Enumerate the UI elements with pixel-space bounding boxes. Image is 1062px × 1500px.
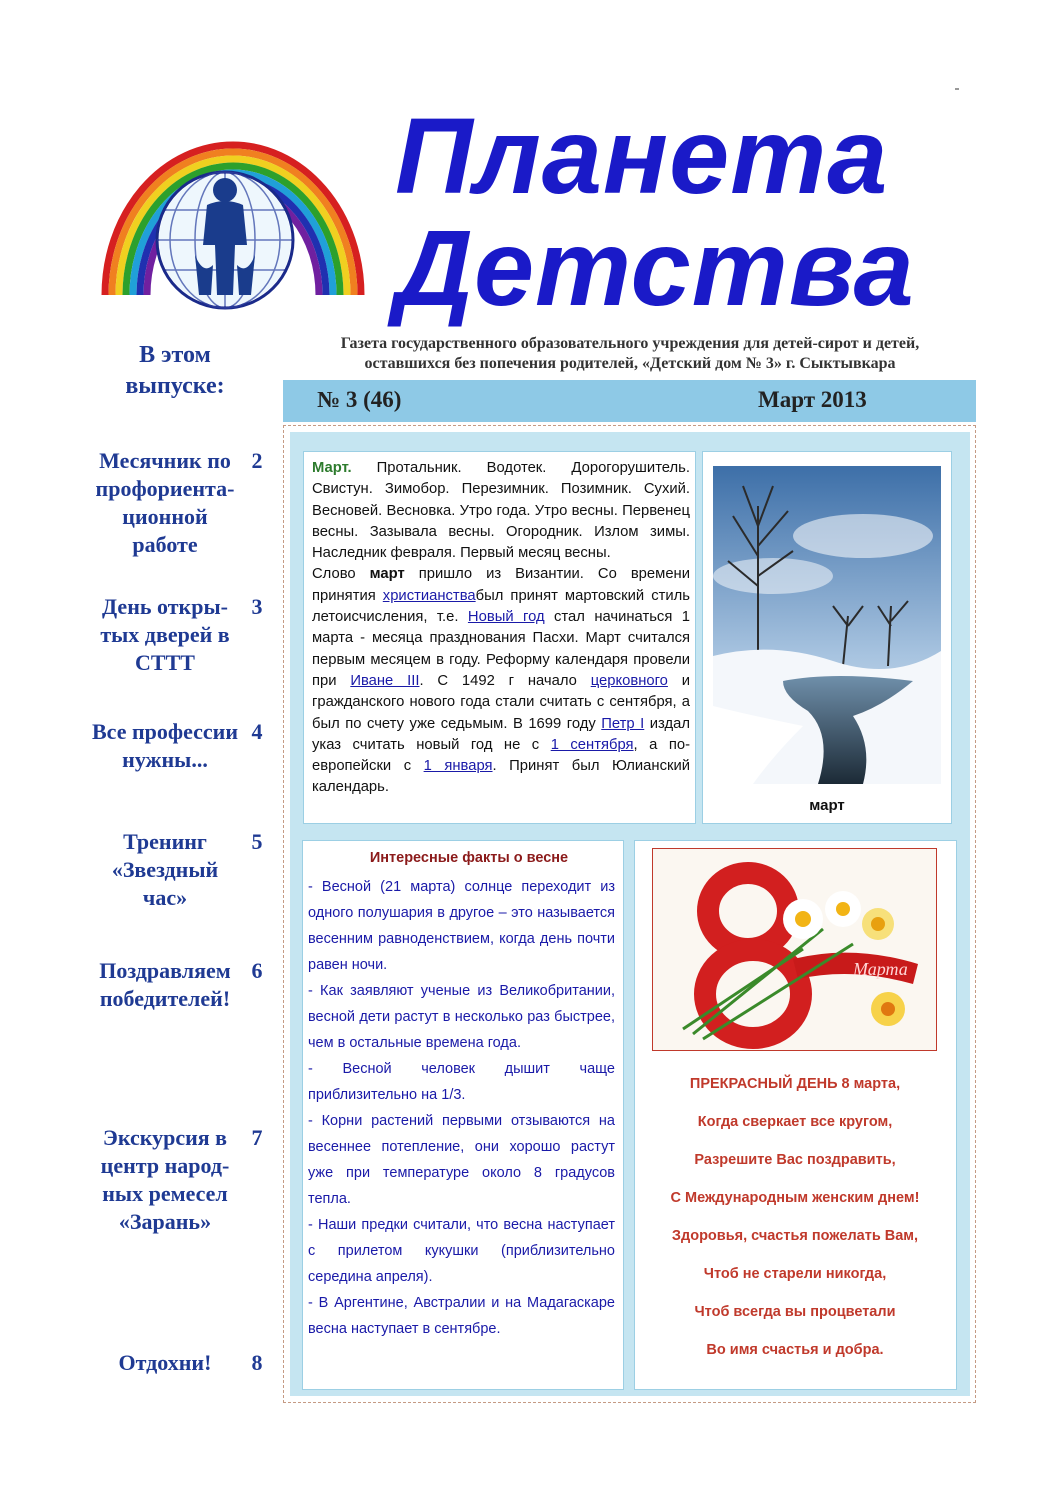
toc-page-number: 4 bbox=[251, 719, 263, 744]
link-ivan-iii[interactable]: Иване III bbox=[350, 672, 420, 689]
toc-line: Месячник по bbox=[99, 448, 231, 473]
logo bbox=[95, 95, 370, 310]
facts-list bbox=[308, 874, 615, 1342]
toc-line: Тренинг bbox=[123, 829, 207, 854]
greeting-poem bbox=[640, 1065, 950, 1369]
facts-title: Интересные факты о весне bbox=[369, 850, 569, 866]
toc-line: ных ремесел bbox=[102, 1181, 228, 1206]
march-8-card-illustration bbox=[653, 849, 936, 1050]
fact-item: - В Аргентине, Австралии и на Мадагаскаре весна наступает в сентябре. bbox=[308, 1295, 615, 1337]
toc-line: Поздравляем bbox=[99, 958, 231, 983]
link-church[interactable]: церковного bbox=[590, 672, 668, 689]
rainbow-globe-logo bbox=[95, 95, 370, 310]
toc-page-number: 5 bbox=[251, 829, 263, 854]
title-line-1: Планета bbox=[395, 95, 889, 216]
poem-line: ПРЕКРАСНЫЙ ДЕНЬ 8 марта, bbox=[689, 1076, 901, 1092]
toc-item-title bbox=[75, 718, 255, 774]
link-new-year[interactable]: Новый год bbox=[467, 609, 545, 626]
toc-line: профориента- bbox=[95, 476, 235, 501]
march-names: Протальник. Водотек. Дорогорушитель. Свистун. Зимобор. Перезимник. Позимник. Сухий. Весновей. Весновка. Утро года. Утро весны. Первенец весны. Зазывала весны. Огородник. Излом зимы. Наследник февраля. Первый месяц весны. bbox=[312, 460, 690, 562]
sidebar-heading bbox=[95, 340, 255, 402]
sidebar-heading-line-2: выпуске: bbox=[125, 373, 225, 399]
toc-line: час» bbox=[142, 885, 188, 910]
link-christianity[interactable]: христианства bbox=[382, 587, 476, 604]
toc-item-title bbox=[75, 1124, 255, 1236]
march-8-card bbox=[652, 848, 937, 1051]
poem-line: Чтоб всегда вы процветали bbox=[694, 1304, 896, 1320]
toc-item-title bbox=[75, 1349, 255, 1377]
fact-item: - Корни растений первыми отзываются на весеннее потепление, они хорошо растут уже при температуре около 8 градусов тепла. bbox=[308, 1113, 615, 1207]
toc-line: Экскурсия в bbox=[102, 1125, 228, 1150]
toc-line: центр народ- bbox=[100, 1153, 230, 1178]
toc-page-number: 2 bbox=[251, 448, 263, 473]
newspaper-title bbox=[395, 95, 995, 328]
toc-line: «Звездный bbox=[111, 857, 219, 882]
toc-item-title bbox=[75, 593, 255, 677]
march-text-run: . Принят был Юлианский календарь. bbox=[312, 758, 690, 796]
toc-item-title bbox=[75, 828, 255, 912]
fact-item: - Весной человек дышит чаще приблизительно на 1/3. bbox=[308, 1061, 615, 1103]
march-text-run: издал указ считать новый год не с bbox=[312, 715, 690, 753]
link-september-1[interactable]: 1 сентября bbox=[550, 736, 634, 753]
march-text-run: Слово bbox=[312, 566, 370, 583]
issue-number: № 3 (46) bbox=[317, 387, 402, 412]
decorative-mark bbox=[955, 88, 959, 90]
card-ribbon-text: Марта bbox=[853, 959, 908, 979]
toc-line: ционной bbox=[122, 504, 208, 529]
march-text-run: , а по-европейски с bbox=[312, 736, 691, 775]
poem-line: Чтоб не старели никогда, bbox=[703, 1266, 887, 1282]
poem-line: Здоровья, счастья пожелать Вам, bbox=[671, 1228, 919, 1244]
toc-item-title bbox=[75, 447, 255, 559]
toc-line: работе bbox=[132, 532, 198, 557]
photo-caption: март bbox=[809, 797, 845, 814]
subtitle-line-2: оставшихся без попечения родителей, «Детский дом № 3» г. Сыктывкара bbox=[364, 355, 896, 372]
toc-line: СТТТ bbox=[135, 650, 195, 675]
fact-item: - Как заявляют ученые из Великобритании, весной дети растут в несколько раз быстрее, чем в остальные времена года. bbox=[308, 983, 615, 1051]
sidebar-heading-line-1: В этом bbox=[139, 342, 211, 368]
toc-line: нужны... bbox=[122, 747, 208, 772]
march-text-run: был принят мартовский стиль летоисчисления, т.е. bbox=[312, 587, 691, 626]
march-word-bold: март bbox=[369, 566, 405, 583]
winter-river-photo bbox=[713, 466, 941, 784]
poem-line: Когда сверкает все кругом, bbox=[697, 1114, 893, 1130]
toc-line: «Зарань» bbox=[118, 1209, 212, 1234]
link-january-1[interactable]: 1 января bbox=[423, 758, 493, 775]
march-text-run: . С 1492 г начало bbox=[419, 672, 591, 689]
fact-item: - Весной (21 марта) солнце переходит из одного полушария в другое – это называется весенним равноденствием, когда день почти равен ночи. bbox=[308, 879, 615, 973]
winter-landscape-image bbox=[713, 466, 941, 784]
fact-item: - Наши предки считали, что весна наступает с прилетом кукушки (приблизительно середина апреля). bbox=[308, 1217, 615, 1285]
subtitle-line-1: Газета государственного образовательного учреждения для детей-сирот и детей, bbox=[340, 335, 920, 352]
poem-line: Разрешите Вас поздравить, bbox=[694, 1152, 896, 1168]
issue-date: Март 2013 bbox=[758, 387, 867, 412]
poem-line: Во имя счастья и добра. bbox=[706, 1342, 884, 1358]
link-peter-i[interactable]: Петр I bbox=[601, 715, 645, 732]
poem-line: С Международным женским днем! bbox=[670, 1190, 920, 1206]
toc-page-number: 7 bbox=[251, 1125, 263, 1150]
toc-line: День откры- bbox=[102, 594, 228, 619]
title-line-2: Детства bbox=[395, 207, 915, 328]
march-text-run: пришло из Византии. Со времени принятия bbox=[312, 566, 690, 604]
march-text-run: и гражданского нового года стали считать с сентября, а был по счету уже седьмым. В 1699 году bbox=[312, 672, 690, 732]
march-lead-word: Март. bbox=[312, 460, 352, 476]
newspaper-subtitle bbox=[300, 334, 960, 374]
toc-line: победителей! bbox=[99, 986, 231, 1011]
toc-line: Отдохни! bbox=[118, 1350, 212, 1375]
toc-item-title bbox=[75, 957, 255, 1013]
toc-page-number: 3 bbox=[251, 594, 263, 619]
toc-line: тых дверей в bbox=[100, 622, 230, 647]
march-article-text bbox=[312, 458, 690, 799]
toc-line: Все профессии bbox=[91, 719, 239, 744]
toc-page-number: 8 bbox=[251, 1350, 263, 1375]
toc-page-number: 6 bbox=[251, 958, 263, 983]
march-text-run: стал начинаться 1 марта - месяца празднования Пасхи. Март считался первым месяцем в году. Реформу календаря провели при bbox=[312, 609, 690, 689]
